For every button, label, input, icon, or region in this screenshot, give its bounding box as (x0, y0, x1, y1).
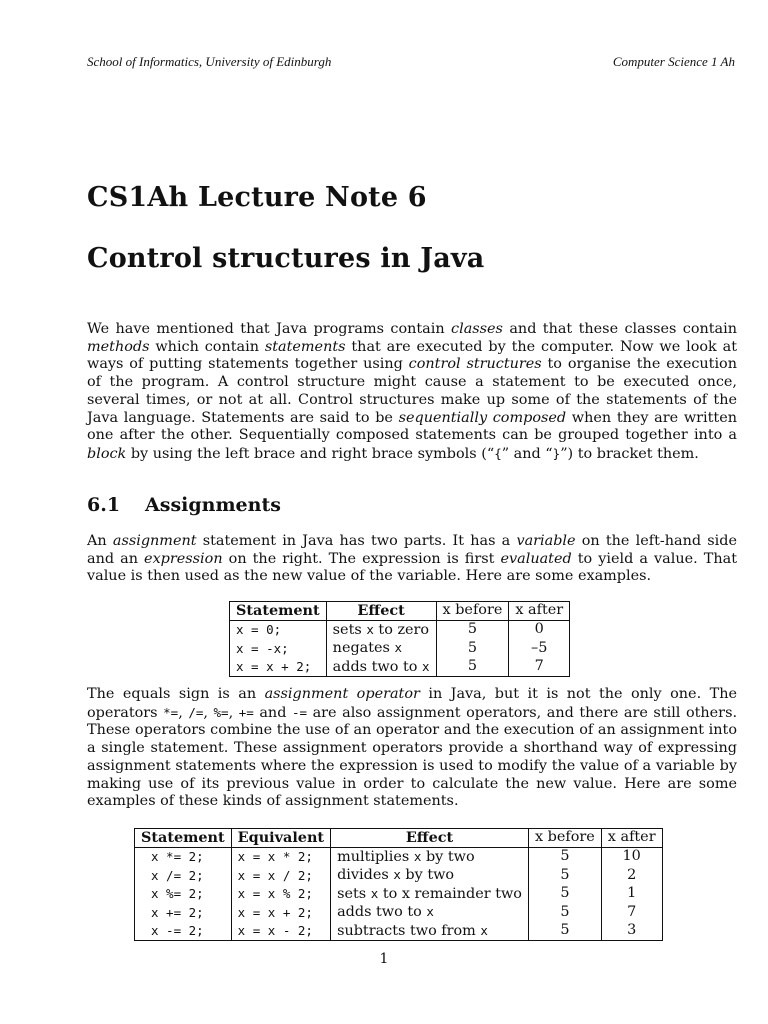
column-header: Effect (331, 829, 529, 848)
table-row (135, 903, 663, 922)
body-text: statement in Java has two parts. It has a (196, 533, 517, 549)
emphasis-text: sequentially composed (398, 409, 567, 426)
body-text: and (253, 704, 292, 721)
effect-cell (326, 639, 436, 658)
effect-cell (331, 903, 529, 922)
equivalent-cell: x = x % 2; (231, 885, 330, 904)
variable-name: x (366, 621, 374, 637)
body-text: on the left-hand side and an (87, 533, 737, 567)
body-text: to yield a value. That value is then used as the new value of the variable. Here are some examples. (87, 550, 737, 585)
lecture-subtitle: Control structures in Java (87, 243, 485, 274)
column-header: x before (436, 602, 509, 621)
emphasis-text: methods (87, 338, 150, 355)
effect-text: to zero (373, 621, 430, 638)
running-header-left: School of Informatics, University of Edinburgh (87, 54, 332, 69)
variable-name: x (413, 848, 422, 864)
column-header: Equivalent (231, 829, 330, 848)
column-header: Statement (135, 829, 232, 848)
variable-name: x (480, 922, 488, 938)
column-header: x after (601, 829, 662, 848)
body-text: , (178, 704, 189, 721)
effect-text: sets (337, 885, 371, 902)
effect-text: divides (337, 867, 394, 883)
variable-name: x (393, 867, 401, 882)
table-row (135, 866, 663, 885)
section-title: Assignments (145, 494, 281, 516)
body-text: on the right. The expression is first (222, 550, 501, 567)
x-after-cell: 2 (601, 866, 662, 885)
equivalent-cell: x = x - 2; (231, 922, 330, 941)
body-text: that are executed by the computer. Now we look at ways of putting statements together using (87, 338, 737, 373)
body-text: An (87, 533, 113, 549)
effect-text: subtracts two from (337, 922, 481, 939)
column-header: x before (528, 829, 601, 848)
emphasis-text: control structures (408, 356, 542, 373)
effect-text: adds two to (337, 904, 427, 920)
code-text: -= (291, 704, 308, 720)
body-text: to organise the execution of the program. A control structure might cause a statement to be executed once, several times, or not at all. Control structures make up some of the statements of the Java language. Statements are said to be (87, 356, 737, 426)
statement-cell: x -= 2; (135, 922, 232, 941)
effect-text: to x remainder two (378, 885, 522, 902)
statement-cell: x *= 2; (135, 847, 232, 866)
emphasis-text: variable (516, 533, 576, 549)
body-text: ” and “ (501, 445, 553, 462)
emphasis-text: expression (144, 550, 223, 567)
body-text: in Java, but it is not the only one. The operators (87, 686, 737, 721)
variable-name: x (426, 904, 434, 919)
x-after-cell: 1 (601, 885, 662, 904)
table-row (230, 658, 570, 677)
running-header-right: Computer Science 1 Ah (612, 54, 735, 69)
x-after-cell: 0 (509, 620, 570, 639)
x-after-cell: 7 (509, 658, 570, 677)
x-after-cell: 7 (601, 903, 662, 922)
code-text: %= (213, 704, 229, 720)
operators-paragraph (87, 686, 737, 811)
effect-text: by two (421, 848, 475, 865)
assignment-paragraph (87, 533, 737, 586)
x-before-cell: 5 (436, 620, 509, 639)
table-row (230, 639, 570, 658)
effect-text: multiplies (337, 848, 414, 865)
effect-cell (326, 620, 436, 639)
lecture-title: CS1Ah Lecture Note 6 (87, 182, 427, 213)
statement-cell: x %= 2; (135, 885, 232, 904)
x-after-cell: 10 (601, 847, 662, 866)
code-text: *= (163, 704, 179, 720)
table-row (230, 620, 570, 639)
x-before-cell: 5 (436, 658, 509, 677)
table-row (135, 885, 663, 904)
body-text: We have mentioned that Java programs contain (87, 321, 452, 337)
emphasis-text: statements (264, 338, 346, 355)
statement-cell: x = x + 2; (230, 658, 327, 677)
body-text: and that these classes contain (502, 321, 738, 337)
body-text: , (203, 704, 214, 721)
variable-name: x (422, 658, 430, 674)
assignment-examples-table (229, 601, 570, 677)
code-text: { (494, 445, 502, 461)
intro-paragraph (87, 321, 737, 464)
effect-cell (326, 658, 436, 677)
page-number: 1 (379, 951, 389, 967)
effect-text: sets (332, 621, 367, 638)
effect-text: by two (400, 867, 455, 883)
statement-cell: x = 0; (230, 620, 327, 639)
emphasis-text: evaluated (500, 550, 572, 567)
body-text: by using the left brace and right brace symbols (“ (126, 445, 495, 462)
table-row (135, 922, 663, 941)
effect-text: negates (332, 640, 395, 656)
section-number: 6.1 (87, 494, 121, 516)
x-before-cell: 5 (436, 639, 509, 658)
statement-cell: x = -x; (230, 639, 327, 658)
compound-assignment-table (134, 828, 663, 941)
body-text: , (228, 704, 239, 721)
x-before-cell: 5 (528, 885, 601, 904)
section-heading (87, 494, 281, 516)
statement-cell: x /= 2; (135, 866, 232, 885)
emphasis-text: assignment operator (264, 686, 420, 702)
x-before-cell: 5 (528, 903, 601, 922)
emphasis-text: block (87, 445, 127, 462)
code-text: /= (188, 704, 204, 720)
x-before-cell: 5 (528, 866, 601, 885)
table-header-row (230, 602, 570, 621)
effect-cell (331, 922, 529, 941)
column-header: Statement (230, 602, 327, 621)
x-before-cell: 5 (528, 922, 601, 941)
table-row (135, 847, 663, 866)
column-header: Effect (326, 602, 436, 621)
emphasis-text: classes (451, 321, 503, 337)
body-text: are also assignment operators, and there are still others. These operators combine the use of an operator and the execution of an assignment into a single statement. These assignment operators provide a shorthand way of expressing assignment statements where the expression is used to modify the value of a variable by making use of its previous value in order to calculate the new value. Here are some examples of these kinds of assignment statements. (87, 704, 738, 810)
x-after-cell: 3 (601, 922, 662, 941)
equivalent-cell: x = x * 2; (231, 847, 330, 866)
table-header-row (135, 829, 663, 848)
column-header: x after (509, 602, 570, 621)
x-after-cell: –5 (509, 639, 570, 658)
effect-cell (331, 866, 529, 885)
equivalent-cell: x = x + 2; (231, 903, 330, 922)
code-text: } (552, 445, 561, 461)
x-before-cell: 5 (528, 847, 601, 866)
emphasis-text: assignment (112, 533, 197, 549)
body-text: when they are written one after the other. Sequentially composed statements can be grouped together into a (87, 409, 737, 444)
body-text: ”) to bracket them. (560, 445, 699, 462)
variable-name: x (370, 885, 379, 901)
equivalent-cell: x = x / 2; (231, 866, 330, 885)
code-text: += (238, 704, 254, 720)
body-text: The equals sign is an (87, 686, 265, 702)
effect-text: adds two to (332, 658, 422, 675)
body-text: which contain (149, 338, 265, 355)
effect-cell (331, 885, 529, 904)
effect-cell (331, 847, 529, 866)
variable-name: x (394, 640, 403, 655)
statement-cell: x += 2; (135, 903, 232, 922)
